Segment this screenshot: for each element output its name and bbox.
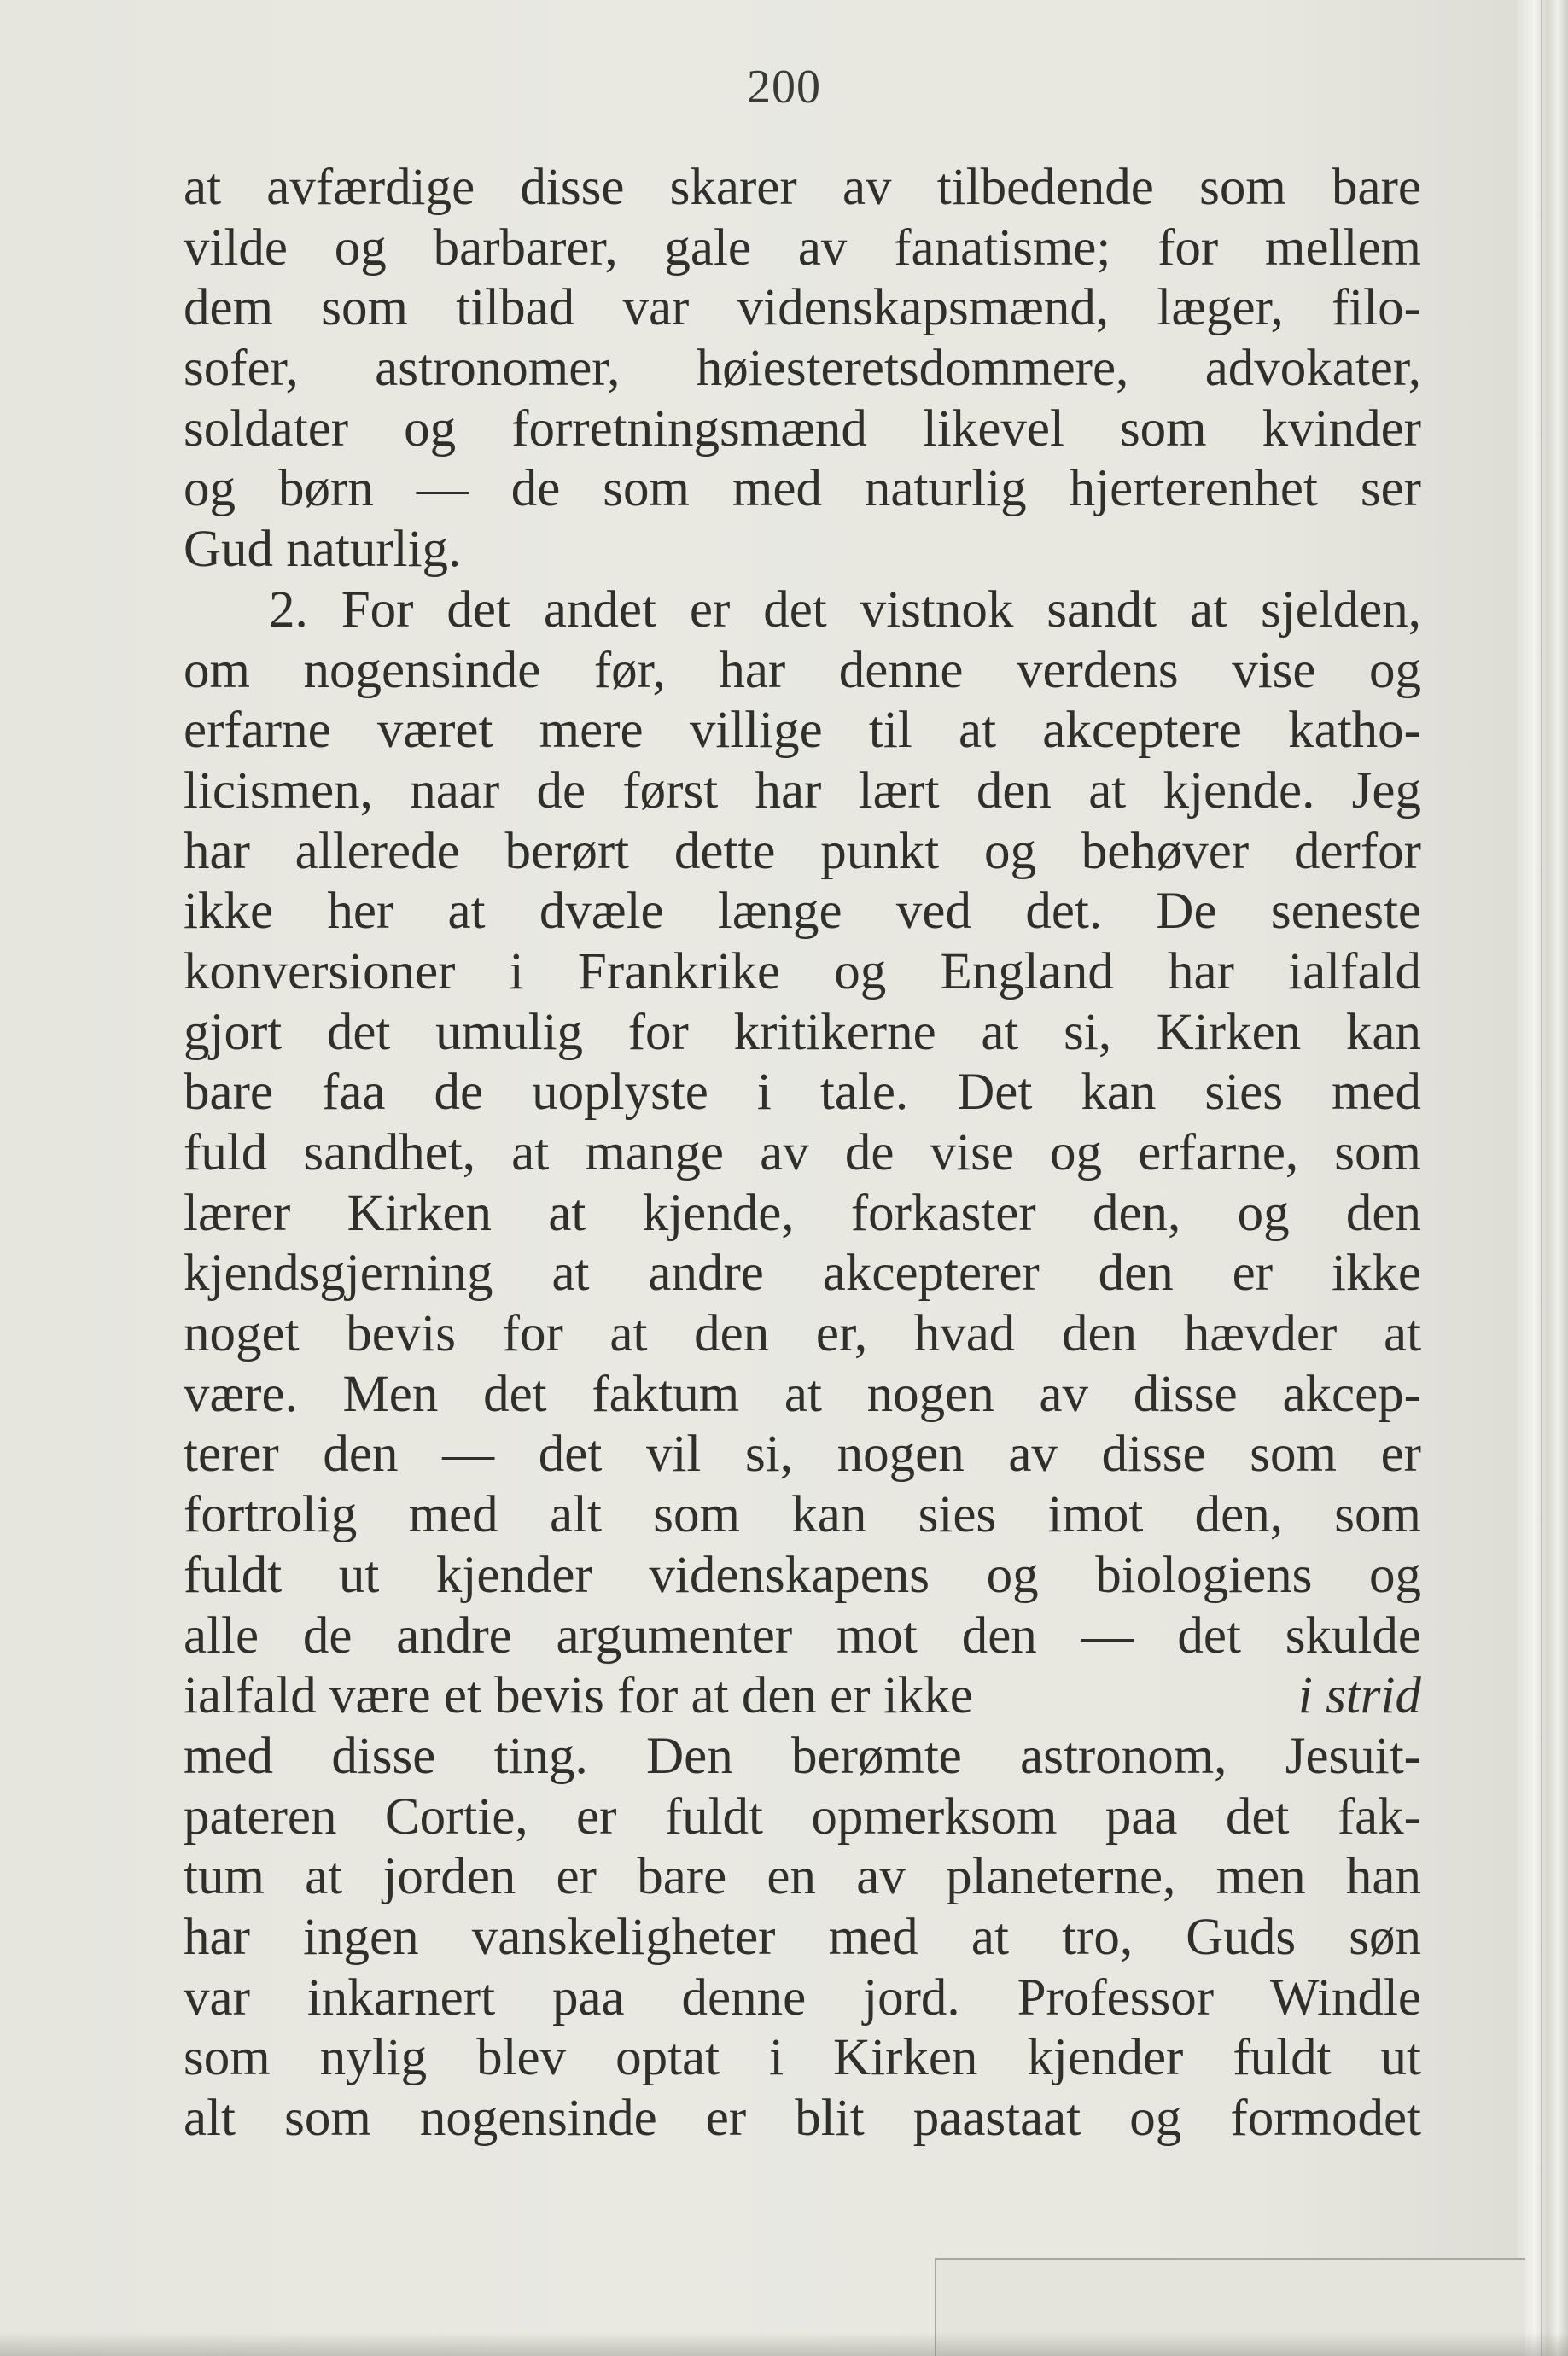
text-line: kjendsgjerning at andre akcepterer den er ikke [184, 1245, 1421, 1303]
text-line: soldater og forretningsmænd likevel som kvinder [184, 399, 1421, 458]
text-line: med disse ting. Den berømte astronom, Jesuit- [184, 1727, 1421, 1785]
text-line: dem som tilbad var videnskapsmænd, læger, filo- [184, 279, 1421, 337]
text-line: terer den — det vil si, nogen av disse som er [184, 1426, 1421, 1484]
text-line: være. Men det faktum at nogen av disse akcep- [184, 1365, 1421, 1423]
text-line: tum at jorden er bare en av planeterne, men han [184, 1848, 1421, 1906]
text-line: lærer Kirken at kjende, forkaster den, og den [184, 1184, 1421, 1242]
text-line: og børn — de som med naturlig hjerterenhet ser [184, 460, 1421, 518]
text-line: har ingen vanskeligheter med at tro, Guds søn [184, 1908, 1421, 1966]
text-line: ikke her at dvæle længe ved det. De seneste [184, 883, 1421, 941]
text-segment: ialfald være et bevis for at den er ikke [184, 1667, 973, 1725]
text-line: sofer, astronomer, høiesteretsdommere, advokater, [184, 340, 1421, 398]
text-line: som nylig blev optat i Kirken kjender fuldt ut [184, 2029, 1421, 2087]
text-line: licismen, naar de først har lært den at kjende. Jeg [184, 761, 1421, 819]
emphasis-text: i strid [1297, 1667, 1421, 1725]
text-line: noget bevis for at den er, hvad den hævder at [184, 1305, 1421, 1363]
text-line: fortrolig med alt som kan sies imot den, som [184, 1486, 1421, 1544]
text-line: alle de andre argumenter mot den — det skulde [184, 1607, 1421, 1665]
text-line: har allerede berørt dette punkt og behøver derfor [184, 822, 1421, 880]
text-line: fuld sandhet, at mange av de vise og erfarne, som [184, 1124, 1421, 1181]
text-line: fuldt ut kjender videnskapens og biologiens og [184, 1546, 1421, 1604]
text-line: gjort det umulig for kritikerne at si, Kirken kan [184, 1003, 1421, 1061]
text-line: konversioner i Frankrike og England har ialfald [184, 942, 1421, 1000]
text-line: om nogensinde før, har denne verdens vise og [184, 641, 1421, 699]
text-line: erfarne været mere villige til at akceptere katho- [184, 702, 1421, 760]
paragraph-start-line: 2. For det andet er det vistnok sandt at sjelden, [269, 580, 1421, 639]
page-number: 200 [747, 61, 821, 114]
page-edge-line [1541, 0, 1542, 2356]
text-line: vilde og barbarer, gale av fanatisme; for mellem [184, 219, 1421, 277]
text-line: Gud naturlig. [184, 521, 462, 579]
text-line: var inkarnert paa denne jord. Professor Windle [184, 1968, 1421, 2027]
text-line: bare faa de uoplyste i tale. Det kan sies med [184, 1064, 1421, 1122]
text-line: alt som nogensinde er blit paastaat og formodet [184, 2090, 1421, 2147]
bottom-shadow [0, 2332, 1568, 2356]
body-text [184, 158, 1421, 2149]
text-line-with-emphasis [184, 1666, 1421, 1727]
text-line: at avfærdige disse skarer av tilbedende som bare [184, 159, 1421, 216]
text-line: pateren Cortie, er fuldt opmerksom paa det fak- [184, 1787, 1421, 1846]
page-edge [1517, 0, 1568, 2356]
